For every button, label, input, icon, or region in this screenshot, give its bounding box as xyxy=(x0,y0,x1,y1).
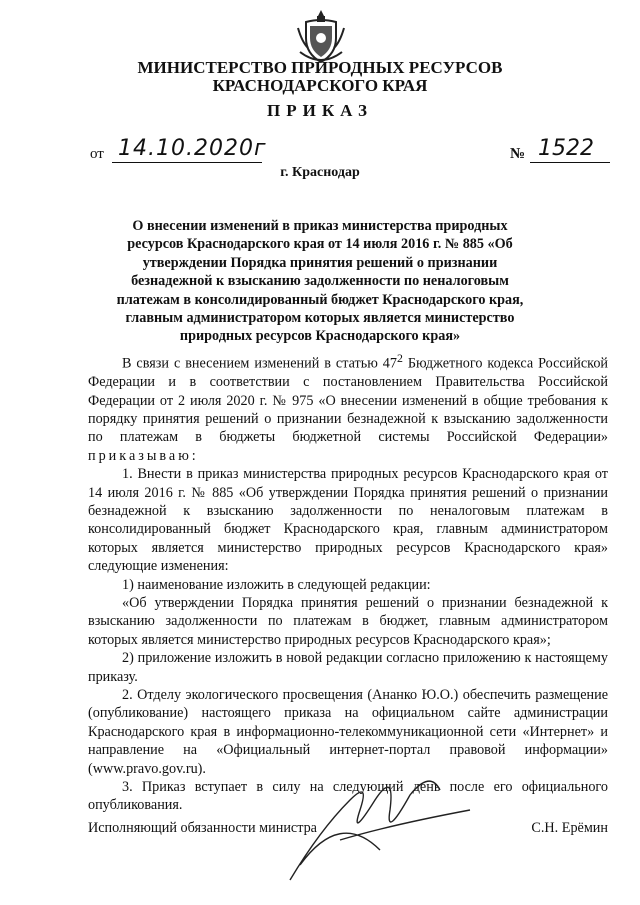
intro-superscript: 2 xyxy=(396,351,403,365)
date-number-row xyxy=(90,136,610,166)
paragraph-1-1: 1) наименование изложить в следующей редакции: xyxy=(122,576,431,593)
region-line: КРАСНОДАРСКОГО КРАЯ xyxy=(212,76,428,95)
intro-text-b: Бюджетного кодекса Российской Федерации и в соответствии с постановлением Правительства Российской Федерации от 2 июля 2020 г. № 975 «О внесении изменений в общие требования к порядку принятия решений о признании безнадежной к взысканию задолженности по платежам в бюджеты бюджетной системы Российской Федерации» xyxy=(88,355,609,446)
paragraph-2: 2. Отделу экологического просвещения (Ананко Ю.О.) обеспечить размещение (опубликование) настоящего приказа на официальном сайте администрации Краснодарского края в информационно-телекоммуникационной сети «Интернет» и направление на «Официальный интернет-портал правовой информации» (www.pravo.gov.ru). xyxy=(88,687,608,777)
signatory-position: Исполняющий обязанности министра xyxy=(88,820,317,836)
paragraph-1-2: 2) приложение изложить в новой редакции согласно приложению к настоящему приказу. xyxy=(88,650,608,685)
number-value: 1522 xyxy=(538,136,594,161)
date-value: 14.10.2020г xyxy=(118,136,267,161)
paragraph-1-1-text: «Об утверждении Порядка принятия решений о признании безнадежной к взысканию задолженности по платежам в бюджет, главным администратором которых является министерство природных ресурсов Краснодарского края»; xyxy=(88,595,608,648)
intro-text-a: В связи с внесением изменений в статью 47 xyxy=(122,355,397,372)
ministry-line: МИНИСТЕРСТВО ПРИРОДНЫХ РЕСУРСОВ xyxy=(137,58,503,77)
paragraph-3: 3. Приказ вступает в силу на следующий день после его официального опубликования. xyxy=(88,779,608,814)
number-label: № xyxy=(510,146,526,162)
number-underline xyxy=(530,162,610,163)
date-label: от xyxy=(90,146,104,162)
intro-paragraph xyxy=(88,349,608,465)
document-type: ПРИКАЗ xyxy=(267,101,373,120)
signatory-name: С.Н. Ерёмин xyxy=(531,820,608,836)
paragraph-1: 1. Внести в приказ министерства природных ресурсов Краснодарского края от 14 июля 2016 г. № 885 «Об утверждении Порядка принятия решений о признании безнадежной к взысканию задолженности по неналоговым платежам в консолидированный бюджет Краснодарского края, главным администратором которых является министерство природных ресурсов Краснодарского края» следующие изменения: xyxy=(88,466,608,575)
city: г. Краснодар xyxy=(280,165,360,180)
document-body xyxy=(88,349,608,815)
document-subject: О внесении изменений в приказ министерства природных ресурсов Краснодарского края от 14 июля 2016 г. № 885 «Об утверждении Порядка принятия решений о признании безнадежной к взысканию задолженности по неналоговым платежам в консолидированный бюджет Краснодарского края, главным администратором которых является министерство природных ресурсов Краснодарского края» xyxy=(116,218,524,345)
date-underline xyxy=(112,162,262,163)
ministry-name xyxy=(0,59,640,95)
intro-order-word: приказываю: xyxy=(88,447,199,464)
